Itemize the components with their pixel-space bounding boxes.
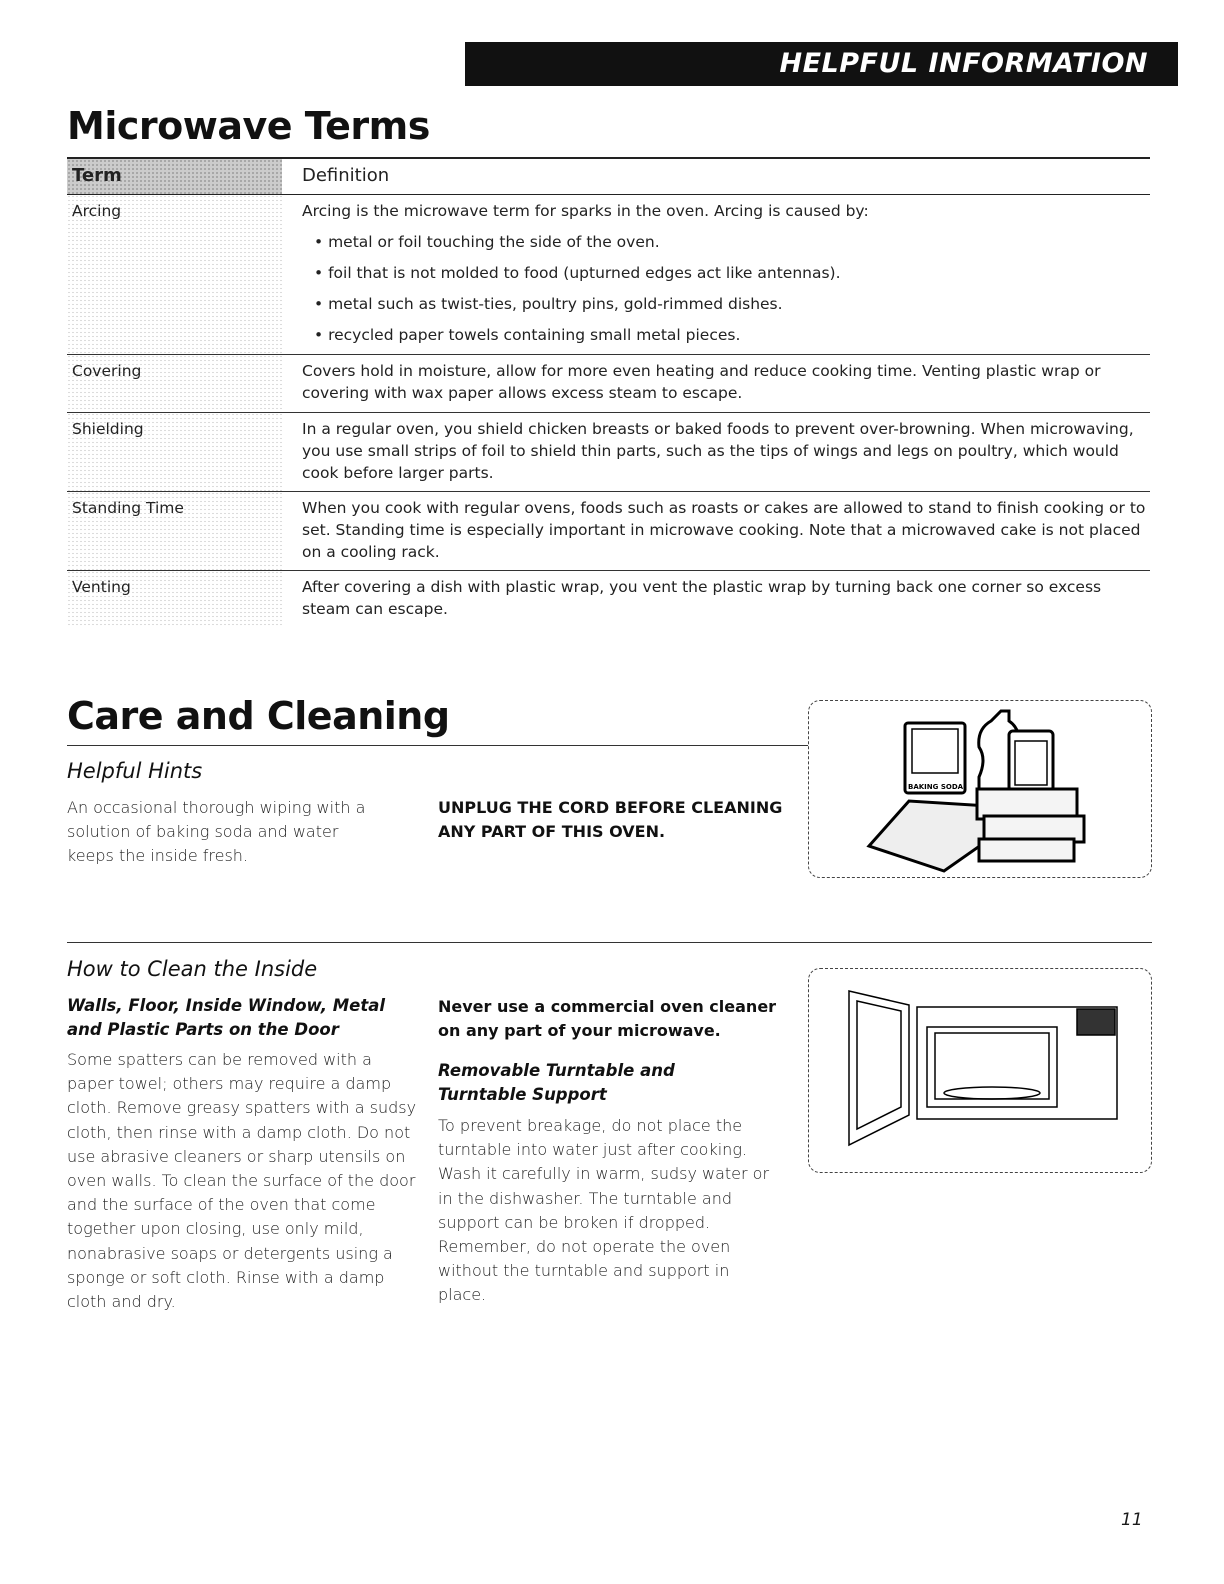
definition-cell xyxy=(282,194,1150,354)
terms-table xyxy=(67,157,1150,626)
divider xyxy=(67,745,809,746)
care-cleaning-title: Care and Cleaning xyxy=(67,694,450,738)
term-cell: Arcing xyxy=(67,194,282,354)
cleaning-supplies-icon xyxy=(809,701,1153,879)
definition-cell: After covering a dish with plastic wrap, you vent the plastic wrap by turning back one corner so excess steam can escape. xyxy=(302,577,1102,618)
term-column-header: Term xyxy=(67,158,282,194)
bullet-item: • foil that is not molded to food (upturned edges act like antennas). xyxy=(314,263,841,282)
definition-cell: When you cook with regular ovens, foods such as roasts or cakes are allowed to stand to finish cooking or to set. Standing time is especially important in microwave cooking. Note that a microwaved cake is not placed on a cooling rack. xyxy=(282,491,1150,570)
never-use-cleaner-warning: Never use a commercial oven cleaner on any part of your microwave. xyxy=(438,997,777,1040)
bullet-item: • recycled paper towels containing small metal pieces. xyxy=(314,325,741,344)
helpful-hints-text: An occasional thorough wiping with a solution of baking soda and water keeps the inside fresh. xyxy=(67,798,366,866)
definition-cell: In a regular oven, you shield chicken breasts or baked foods to prevent over-browning. When microwaving, you use small strips of foil to shield thin parts, such as the tips of wings and legs on poultry, which would cook before larger parts. xyxy=(282,412,1150,491)
term-cell: Covering xyxy=(67,354,282,412)
turntable-text: To prevent breakage, do not place the turntable into water just after cooking. Wash it carefully in warm, sudsy water or in the dishwasher. The turntable and support can be broken if dropped. Remember, do not operate the oven without the turntable and support in place. xyxy=(438,1116,770,1305)
walls-subheading: Walls, Floor, Inside Window, Metal and Plastic Parts on the Door xyxy=(67,996,386,1039)
microwave-icon xyxy=(809,969,1153,1174)
table-row xyxy=(67,570,1150,626)
term-cell: Standing Time xyxy=(67,491,282,570)
divider xyxy=(67,942,1152,943)
bullet-item: • metal or foil touching the side of the oven. xyxy=(314,232,660,251)
unplug-warning: UNPLUG THE CORD BEFORE CLEANING ANY PART OF THIS OVEN. xyxy=(438,798,783,841)
table-row xyxy=(67,491,1150,570)
turntable-subheading: Removable Turntable and Turntable Support xyxy=(438,1061,675,1104)
definition-column-header: Definition xyxy=(282,158,1150,194)
microwave-terms-title: Microwave Terms xyxy=(67,104,430,148)
walls-text: Some spatters can be removed with a paper towel; others may require a damp cloth. Remove greasy spatters with a sudsy cloth, then rinse with a damp cloth. Do not use abrasive cleaners or sharp utensils on oven walls. To clean the surface of the door and the surface of the oven that come together upon closing, use only mild, nonabrasive soaps or detergents using a sponge or soft cloth. Rinse with a damp cloth and dry. xyxy=(67,1050,417,1312)
open-microwave-illustration xyxy=(808,968,1152,1173)
page-number: 11 xyxy=(1121,1510,1143,1530)
illustration-label: BAKING SODA xyxy=(908,783,964,791)
table-row xyxy=(67,354,1150,412)
table-header-row xyxy=(67,158,1150,194)
term-cell: Venting xyxy=(67,570,282,626)
term-cell: Shielding xyxy=(67,412,282,491)
definition-cell: Covers hold in moisture, allow for more even heating and reduce cooking time. Venting plastic wrap or covering with wax paper allows excess steam to escape. xyxy=(282,354,1150,412)
helpful-hints-heading: Helpful Hints xyxy=(67,759,203,783)
cleaning-supplies-illustration xyxy=(808,700,1152,878)
clean-inside-heading: How to Clean the Inside xyxy=(67,957,318,981)
section-header-bar: HELPFUL INFORMATION xyxy=(465,42,1178,86)
table-row xyxy=(67,194,1150,354)
definition-text: Arcing is the microwave term for sparks in the oven. Arcing is caused by: xyxy=(302,201,869,220)
bullet-item: • metal such as twist-ties, poultry pins, gold-rimmed dishes. xyxy=(314,294,783,313)
table-row xyxy=(67,412,1150,491)
